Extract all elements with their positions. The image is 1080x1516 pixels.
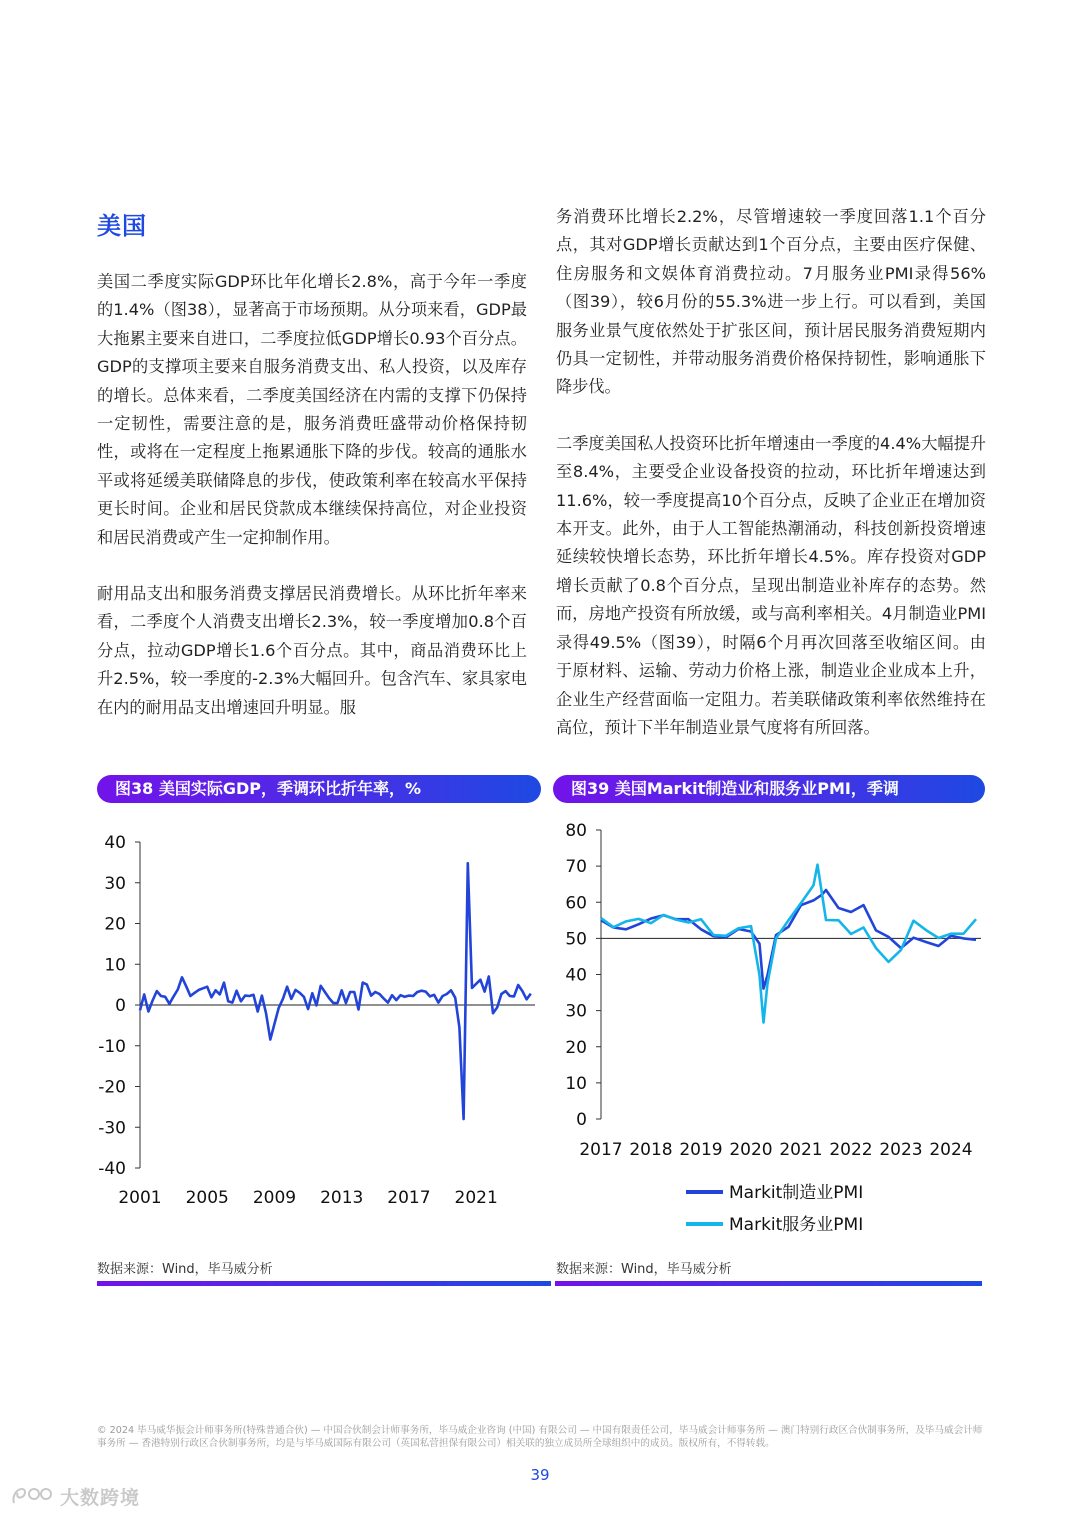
y-tick-label: 10 bbox=[565, 1073, 587, 1094]
legend-label: Markit服务业PMI bbox=[729, 1215, 864, 1235]
y-tick-label: -20 bbox=[98, 1077, 126, 1098]
y-tick-label: 10 bbox=[104, 955, 126, 976]
figure-38-source: 数据来源：Wind，毕马威分析 bbox=[97, 1262, 273, 1277]
x-tick-label: 2009 bbox=[252, 1188, 297, 1208]
x-tick-label: 2019 bbox=[679, 1140, 723, 1160]
x-tick-label: 2024 bbox=[929, 1140, 973, 1160]
watermark bbox=[10, 1482, 140, 1510]
copyright-footer: © 2024 毕马威华振会计师事务所(特殊普通合伙) — 中国合伙制会计师事务所，毕马威企业咨询 (中国) 有限公司 — 中国有限责任公司，毕马威会计师事务所 — 澳门特别行政区合伙制事务所，及毕马威会计师事务所 — 香港特别行政区合伙制事务所，均是与毕马威国际有限公司（英国私营担保有限公司）相关联的独立成员所全球组织中的成员。版权所有，不得转载。 bbox=[97, 1425, 983, 1449]
paragraph: 美国二季度实际GDP环比年化增长2.8%，高于今年一季度的1.4%（图38），显著高于市场预期。从分项来看，GDP最大拖累主要来自进口，二季度拉低GDP增长0.93个百分点。GDP的支撑项主要来自服务消费支出、私人投资，以及库存的增长。总体来看，二季度美国经济在内需的支撑下仍保持一定韧性，需要注意的是，服务消费旺盛带动价格保持韧性，或将在一定程度上拖累通胀下降的步伐。较高的通胀水平或将延缓美联储降息的步伐，使政策利率在较高水平保持更长时间。企业和居民贷款成本继续保持高位，对企业投资和居民消费或产生一定抑制作用。 bbox=[97, 272, 527, 547]
page-number: 39 bbox=[530, 1466, 550, 1484]
y-tick-label: 50 bbox=[565, 929, 587, 950]
section-title: 美国 bbox=[97, 212, 147, 240]
y-tick-label: 0 bbox=[115, 996, 126, 1016]
y-tick-label: 30 bbox=[104, 873, 126, 894]
figure-39-title: 图39 美国Markit制造业和服务业PMI，季调 bbox=[553, 775, 985, 803]
y-tick-label: 60 bbox=[565, 893, 587, 914]
left-text-column bbox=[97, 268, 527, 750]
x-tick-label: 2001 bbox=[118, 1188, 162, 1208]
watermark-text: 大数跨境 bbox=[60, 1486, 141, 1509]
x-tick-label: 2018 bbox=[629, 1140, 673, 1160]
right-text-column bbox=[556, 203, 986, 770]
paragraph: 二季度美国私人投资环比折年增速由一季度的4.4%大幅提升至8.4%，主要受企业设备投资的拉动，环比折年增速达到11.6%，较一季度提高10个百分点，反映了企业正在增加资本开支。此外，由于人工智能热潮涌动，科技创新投资增速延续较快增长态势，环比折年增长4.5%。库存投资对GDP增长贡献了0.8个百分点，呈现出制造业补库存的态势。然而，房地产投资有所放缓，或与高利率相关。4月制造业PMI录得49.5%（图39），时隔6个月再次回落至收缩区间。由于原材料、运输、劳动力价格上涨，制造业企业成本上升，企业生产经营面临一定阻力。若美联储政策利率依然维持在高位，预计下半年制造业景气度将有所回落。 bbox=[556, 433, 986, 737]
y-tick-label: 30 bbox=[565, 1001, 587, 1022]
y-tick-label: -10 bbox=[98, 1036, 126, 1057]
y-tick-label: 40 bbox=[565, 965, 587, 986]
x-tick-label: 2022 bbox=[829, 1140, 873, 1160]
x-tick-label: 2005 bbox=[185, 1188, 229, 1208]
watermark-logo-icon bbox=[10, 1485, 54, 1507]
figure-38-title: 图38 美国实际GDP，季调环比折年率，% bbox=[97, 775, 541, 803]
y-tick-label: 80 bbox=[565, 821, 587, 841]
paragraph: 务消费环比增长2.2%，尽管增速较一季度回落1.1个百分点，其对GDP增长贡献达到1个百分点，主要由医疗保健、住房服务和文娱体育消费拉动。7月服务业PMI录得56%（图39），较6月份的55.3%进一步上行。可以看到，美国服务业景气度依然处于扩张区间，预计居民服务消费短期内仍具一定韧性，并带动服务消费价格保持韧性，影响通胀下降步伐。 bbox=[556, 207, 986, 397]
y-tick-label: 40 bbox=[104, 833, 126, 853]
x-tick-label: 2017 bbox=[387, 1188, 431, 1208]
y-tick-label: -30 bbox=[98, 1118, 126, 1139]
x-tick-label: 2020 bbox=[729, 1140, 773, 1160]
x-tick-label: 2017 bbox=[579, 1140, 623, 1160]
legend-label: Markit制造业PMI bbox=[729, 1183, 864, 1203]
x-tick-label: 2021 bbox=[454, 1188, 498, 1208]
gdp-chart bbox=[97, 815, 547, 1225]
pmi-chart bbox=[553, 808, 985, 1248]
y-tick-label: 20 bbox=[565, 1037, 587, 1058]
x-tick-label: 2021 bbox=[779, 1140, 823, 1160]
y-tick-label: -40 bbox=[98, 1159, 126, 1179]
x-tick-label: 2023 bbox=[879, 1140, 923, 1160]
paragraph: 耐用品支出和服务消费支撑居民消费增长。从环比折年率来看，二季度个人消费支出增长2.3%，较一季度增加0.8个百分点，拉动GDP增长1.6个百分点。其中，商品消费环比上升2.5%，较一季度的-2.3%大幅回升。包含汽车、家具家电在内的耐用品支出增速回升明显。服 bbox=[97, 584, 527, 717]
series-line-1 bbox=[140, 863, 531, 1119]
y-tick-label: 20 bbox=[104, 914, 126, 935]
figure-39-divider bbox=[555, 1281, 982, 1286]
y-tick-label: 0 bbox=[576, 1110, 587, 1130]
y-tick-label: 70 bbox=[565, 857, 587, 878]
figure-39-source: 数据来源：Wind，毕马威分析 bbox=[556, 1262, 732, 1277]
series-line-1 bbox=[601, 890, 976, 989]
series-line-2 bbox=[601, 865, 976, 1023]
figure-38-divider bbox=[97, 1281, 551, 1286]
x-tick-label: 2013 bbox=[320, 1188, 364, 1208]
